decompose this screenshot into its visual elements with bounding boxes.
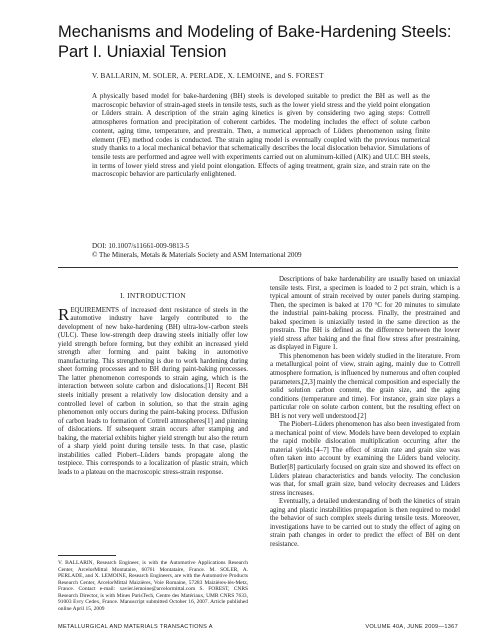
intro-paragraph-3: This phenomenon has been widely studied in the literature. From a metallurgical point of view, strain aging, mainly due to Cottrell atmosphere formation, is influenced by numerous and often coupled parameters,[2,3] mainly the chemical composition and especially the solid solution carbon content, the grain size, and the aging conditions (temperature and time). For instance, grain size plays a particular role on solute carbon content, but the resulting effect on BH is not very well understood.[2] [270,352,460,420]
article-title: Mechanisms and Modeling of Bake-Hardening Steels: Part I. Uniaxial Tension [58,23,452,61]
author-affiliation-footnote: V. BALLARIN, Research Engineer, is with the Automotive Applications Research Center, ArcelorMittal Montataire, 60761 Montataire, France. M. SOLER, A. PERLADE, and X. LEMOINE, Research Engineers, are with the Automotive Products Research Center, ArcelorMittal Maizières, Voie Romaine, 57283 Maizières-lès-Metz, France. Contact e-mail: xavier.lemoine@arcelormittal.com S. FOREST, CNRS Research Director, is with Mines ParisTech, Centre des Matériaux, UMR CNRS 7633, 91003 Evry Cedex, France. Manuscript submitted October 16, 2007. Article published online April 15, 2009 [58,560,248,612]
section-heading: I. INTRODUCTION [120,291,186,300]
intro-paragraph-5: Eventually, a detailed understanding of both the kinetics of strain aging and plastic instabilities propagation is then required to model the behavior of such complex steels during tensile tests. Moreover, investigations have to be carried out to study the effect of aging on strain path changes in order to predict the effect of BH on dent resistance. [270,498,460,548]
author-list: V. BALLARIN, M. SOLER, A. PERLADE, X. LEMOINE, and S. FOREST [92,72,324,80]
footnote-divider [58,555,116,556]
journal-name: METALLURGICAL AND MATERIALS TRANSACTIONS A [58,624,213,630]
intro-paragraph-2: Descriptions of bake hardenability are usually based on uniaxial tensile tests. First, a specimen is loaded to 2 pct strain, which is a typical amount of strain received by outer panels during stamping. Then, the specimen is baked at 170 °C for 20 minutes to simulate the industrial paint-baking process. Finally, the prestrained and baked specimen is uniaxially tested in the same direction as the prestrain. The BH is defined as the difference between the lower yield stress after baking and the final flow stress after prestraining, as displayed in Figure 1. [270,276,460,352]
intro-paragraph-4: The Piobert–Lüders phenomenon has also been investigated from a mechanical point of view. Models have been developed to explain the rapid mobile dislocation multiplication occurring after the material yields.[4–7] The effect of strain rate and grain size was often taken into account by examining the Lüders band velocity. Butler[8] particularly focused on grain size and showed its effect on Lüders plateau characteristics and bands velocity. The conclusion was that, for small grain size, band velocity decreases and Lüders stress increases. [270,421,460,497]
abstract: A physically based model for bake-hardening (BH) steels is developed suitable to predict the BH as well as the macroscopic behavior of strain-aged steels in tensile tests, such as the lower yield stress and the yield point elongation or Lüders strain. A description of the strain aging kinetics is given by considering two aging steps: Cottrell atmospheres formation and precipitation of coherent carbides. The modeling includes the effect of solute carbon content, aging time, temperature, and prestrain. Then, a numerical approach of Lüders phenomenon using finite element (FE) method codes is conducted. The strain aging model is eventually coupled with the previous numerical study thanks to a local mechanical behavior that schematically describes the local dislocation behavior. Simulations of tensile tests are performed and agree well with experiments carried out on aluminum-killed (AlK) and ULC BH steels, in terms of lower yield stress and yield point elongation. Effects of aging treatment, grain size, and strain rate on the macroscopic behavior are particularly enlightened. [92,92,430,179]
intro-paragraph-1 [58,304,248,478]
volume-page-info: VOLUME 40A, JUNE 2009—1367 [365,624,458,630]
doi-block [92,242,302,259]
copyright-line: © The Minerals, Metals & Materials Society and ASM International 2009 [92,250,302,259]
right-column [270,276,460,550]
drop-cap: R [58,304,70,324]
header-divider [58,267,458,268]
left-column [58,292,248,477]
intro-paragraph-1-text: EQUIREMENTS of increased dent resistance of steels in the automotive industry have largely contributed to the development of new bake-hardening (BH) ultra-low-carbon steels (ULC). These low-strength deep drawing steels initially offer low yield strength before forming, but they exhibit an increased yield strength after forming and paint baking in automotive manufacturing. This strengthening is due to work hardening during sheet forming processes and to BH during paint-baking processes. The latter phenomenon corresponds to strain aging, which is the interaction between solute carbon and dislocations.[1] Recent BH steels initially present a relatively low dislocation density and a controlled level of carbon in solution, so that the strain aging phenomenon only occurs during the paint-baking process. Diffusion of carbon leads to formation of Cottrell atmospheres[1] and pinning of dislocations. If subsequent strain occurs after stamping and baking, the material exhibits higher yield strength but also the return of a sharp yield point during tensile tests. In that case, plastic instabilities called Piobert–Lüders bands propagate along the testpiece. This corresponds to a localization of plastic strain, which leads to a plateau on the macroscopic stress-strain response. [58,306,248,476]
doi-line[interactable]: DOI: 10.1007/s11661-009-9813-5 [92,242,190,250]
